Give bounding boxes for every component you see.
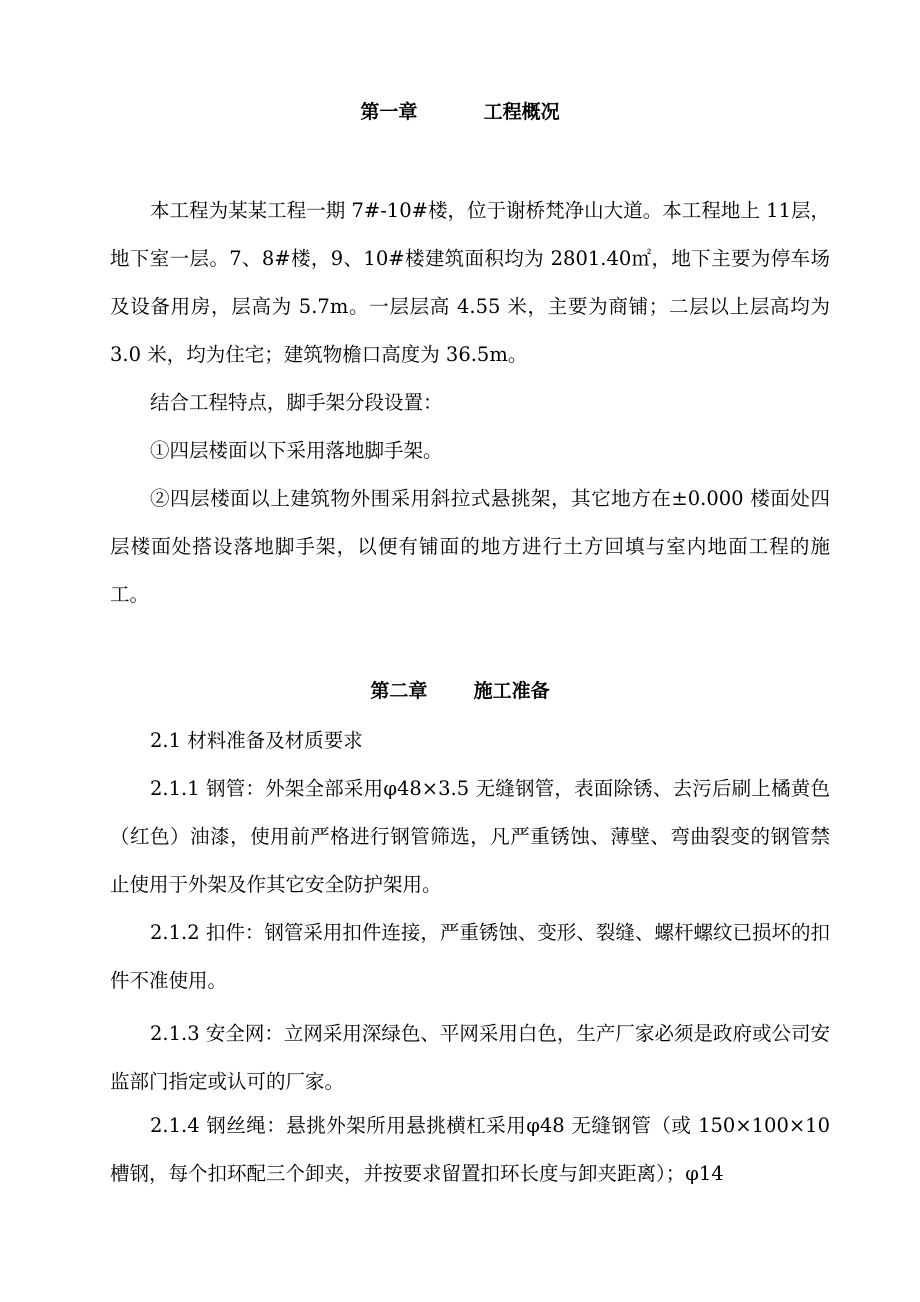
chapter-1-paragraph-2: 结合工程特点，脚手架分段设置： (150, 391, 443, 414)
section-2-1-heading: 2.1 材料准备及材质要求 (150, 729, 363, 752)
item-2-1-3: 2.1.3 安全网：立网采用深绿色、平网采用白色，生产厂家必须是政府或公司安监部门指定或认可的厂家。 (110, 1022, 830, 1093)
chapter-1-heading: 第一章 工程概况 (360, 101, 560, 123)
item-2-1-4: 2.1.4 钢丝绳：悬挑外架所用悬挑横杠采用φ48 无缝钢管（或 150×100×10 槽钢，每个扣环配三个卸夹，并按要求留置扣环长度与卸夹距离）；φ14 (110, 1114, 830, 1185)
chapter-1-paragraph-4: ②四层楼面以上建筑物外围采用斜拉式悬挑架，其它地方在±0.000 楼面处四层楼面处搭设落地脚手架，以便有铺面的地方进行土方回填与室内地面工程的施工。 (110, 487, 830, 606)
chapter-2-heading: 第二章 施工准备 (370, 680, 550, 702)
item-2-1-1: 2.1.1 钢管：外架全部采用φ48×3.5 无缝钢管，表面除锈、去污后刷上橘黄色（红色）油漆，使用前严格进行钢管筛选，凡严重锈蚀、薄壁、弯曲裂变的钢管禁止使用于外架及作其它安全防护架用。 (110, 777, 830, 896)
item-2-1-2: 2.1.2 扣件：钢管采用扣件连接，严重锈蚀、变形、裂缝、螺杆螺纹已损坏的扣件不准使用。 (110, 921, 830, 992)
chapter-1-paragraph-1: 本工程为某某工程一期 7#-10#楼，位于谢桥梵净山大道。本工程地上 11层，地下室一层。7、8#楼，9、10#楼建筑面积均为 2801.40㎡，地下主要为停车场及设备用房，层高为 5.7m。一层层高 4.55 米，主要为商铺；二层以上层高均为 3.0 米，均为住宅；建筑物檐口高度为 36.5m。 (110, 199, 830, 366)
chapter-1-paragraph-3: ①四层楼面以下采用落地脚手架。 (150, 439, 443, 462)
